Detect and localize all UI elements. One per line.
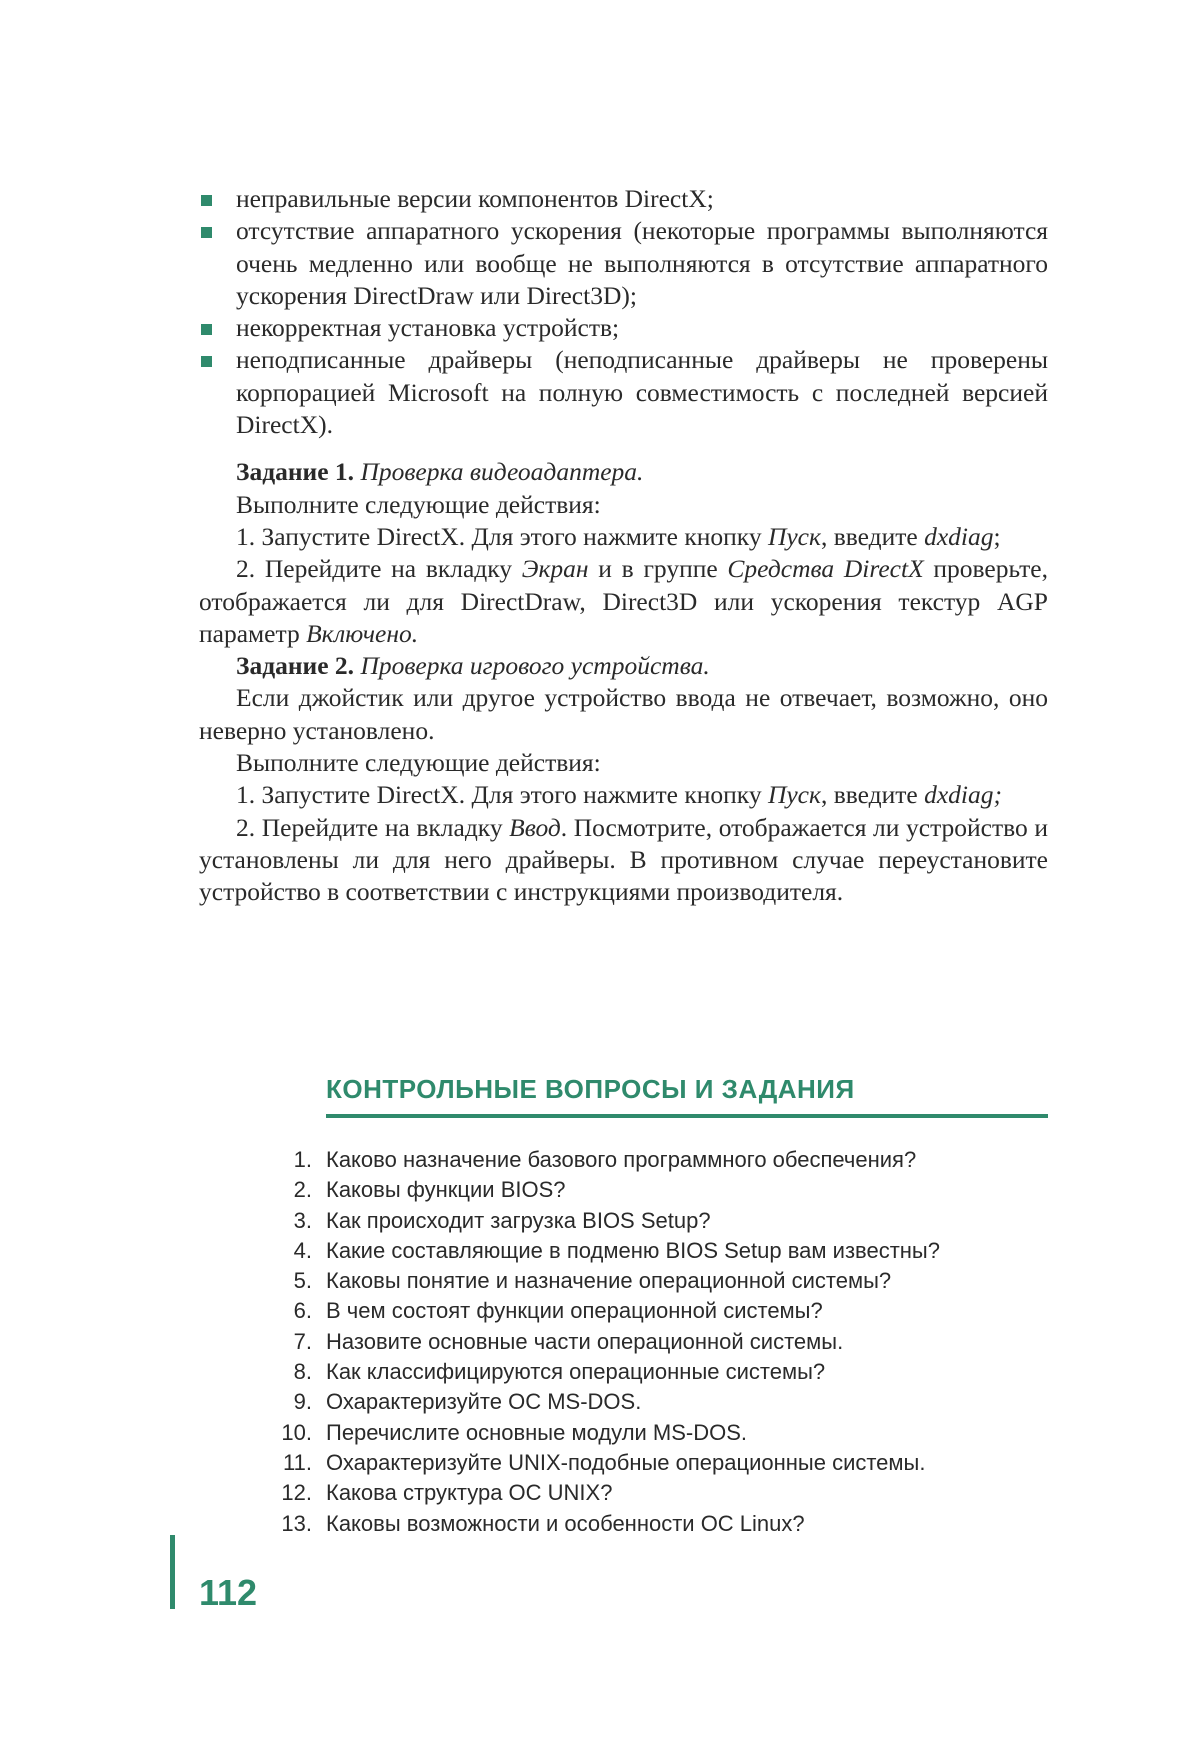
question-number: 10. <box>281 1419 312 1445</box>
text-run: проверьте, отображается ли для DirectDraw, Direct3D или ускорения текстур AGP параметр <box>199 554 1048 648</box>
text-run: . Посмотрите, отображается ли устройство и установлены ли для него драйверы. В противном случае переустановите устройство в соответствии с инструкциями производителя. <box>199 812 1048 907</box>
list-item <box>270 1448 1070 1478</box>
list-item <box>270 1418 1070 1448</box>
list-item <box>270 1266 1070 1296</box>
bullet-text: некорректная установка устройств; <box>236 313 620 343</box>
list-item <box>270 1357 1070 1387</box>
bullet-square-icon <box>201 356 212 367</box>
text-run: Пуск <box>767 780 821 810</box>
text-run: 2. Перейдите на вкладку <box>236 812 510 842</box>
text-run: Пуск <box>767 521 821 551</box>
list-item <box>199 183 1048 215</box>
question-number: 5. <box>293 1268 312 1294</box>
question-number: 12. <box>281 1480 312 1506</box>
question-number: 4. <box>293 1237 312 1263</box>
text-run: 1. Запустите DirectX. Для этого нажмите кнопку <box>236 780 768 810</box>
question-text: Охарактеризуйте ОС MS-DOS. <box>326 1389 642 1415</box>
question-text: Каковы понятие и назначение операционной системы? <box>326 1268 892 1294</box>
page-number: 112 <box>199 1572 258 1613</box>
list-item <box>270 1175 1070 1205</box>
list-item <box>199 344 1048 441</box>
question-text: В чем состоят функции операционной системы? <box>326 1298 823 1324</box>
list-item <box>270 1296 1070 1326</box>
question-text: Охарактеризуйте UNIX-подобные операционные системы. <box>326 1449 926 1475</box>
tasks-block <box>199 456 1048 908</box>
bullet-text: отсутствие аппаратного ускорения (некоторые программы выполняются очень медленно или вообще не выполняются в отсутствие аппаратного ускорения DirectDraw или Direct3D); <box>236 216 1048 310</box>
list-item <box>270 1236 1070 1266</box>
bullet-square-icon <box>201 324 212 335</box>
list-item <box>270 1387 1070 1417</box>
text-run: , введите <box>820 521 925 551</box>
question-text: Как происходит загрузка BIOS Setup? <box>326 1207 711 1233</box>
task2-step1 <box>199 779 1048 811</box>
list-item <box>270 1478 1070 1508</box>
task1-heading <box>199 456 1048 488</box>
question-text: Как классифицируются операционные системы? <box>326 1359 826 1385</box>
questions-list <box>270 1145 1070 1539</box>
text-run: dxdiag; <box>924 780 1002 810</box>
task1-label: Задание 1. <box>236 457 355 487</box>
question-number: 11. <box>283 1449 312 1475</box>
question-number: 13. <box>281 1510 312 1536</box>
section-title: КОНТРОЛЬНЫЕ ВОПРОСЫ И ЗАДАНИЯ <box>326 1074 855 1104</box>
list-item <box>270 1206 1070 1236</box>
text-run: 1. Запустите DirectX. Для этого нажмите кнопку <box>236 521 768 551</box>
task1-title: Проверка видеоадаптера. <box>360 457 644 487</box>
text-run: 2. Перейдите на вкладку <box>236 554 522 584</box>
task2-title: Проверка игрового устройства. <box>360 651 710 681</box>
question-text: Какие составляющие в подменю BIOS Setup вам известны? <box>326 1237 940 1263</box>
bullet-square-icon <box>201 227 212 238</box>
question-number: 9. <box>293 1389 312 1415</box>
task2-heading <box>199 650 1048 682</box>
bullet-text: неправильные версии компонентов DirectX; <box>236 184 714 213</box>
question-number: 8. <box>293 1359 312 1385</box>
question-number: 1. <box>293 1147 312 1172</box>
question-number: 3. <box>293 1207 312 1233</box>
question-text: Назовите основные части операционной системы. <box>326 1328 844 1354</box>
question-text: Каковы функции BIOS? <box>326 1177 566 1203</box>
task2-intro: Выполните следующие действия: <box>236 748 601 778</box>
question-text: Перечислите основные модули MS-DOS. <box>326 1419 748 1445</box>
main-text <box>199 183 1048 909</box>
list-item <box>199 312 1048 344</box>
question-text: Каково назначение базового программного обеспечения? <box>326 1147 917 1172</box>
list-item <box>270 1327 1070 1357</box>
list-item <box>270 1509 1070 1539</box>
page-number-bar <box>170 1535 175 1609</box>
text-run: , введите <box>820 780 925 810</box>
task1-step1 <box>199 521 1048 553</box>
text-run: и в группе <box>588 554 728 584</box>
list-item <box>270 1145 1070 1175</box>
bullet-square-icon <box>201 195 212 206</box>
task1-step2 <box>199 553 1048 650</box>
text-run: Средства DirectX <box>727 554 924 584</box>
bullet-text: неподписанные драйверы (неподписанные драйверы не проверены корпорацией Microsoft на полную совместимость с последней версией DirectX). <box>236 345 1048 440</box>
section-divider <box>326 1114 1048 1118</box>
list-item <box>199 215 1048 312</box>
question-text: Каковы возможности и особенности ОС Linux? <box>326 1510 805 1536</box>
task2-label: Задание 2. <box>236 651 355 681</box>
text-run: dxdiag <box>924 521 994 551</box>
task1-intro: Выполните следующие действия: <box>236 489 601 519</box>
text-run: Экран <box>521 554 589 584</box>
text-run: Включено. <box>306 618 419 648</box>
task2-step2 <box>199 812 1048 909</box>
question-number: 6. <box>293 1298 312 1324</box>
question-text: Какова структура ОС UNIX? <box>326 1480 613 1506</box>
text-run: ; <box>993 521 1001 551</box>
question-number: 2. <box>293 1177 312 1203</box>
bullet-list <box>199 183 1048 441</box>
text-run: Ввод <box>509 812 561 842</box>
task2-paragraph: Если джойстик или другое устройство ввода не отвечает, возможно, оно неверно установлено. <box>199 683 1048 745</box>
question-number: 7. <box>293 1328 312 1354</box>
